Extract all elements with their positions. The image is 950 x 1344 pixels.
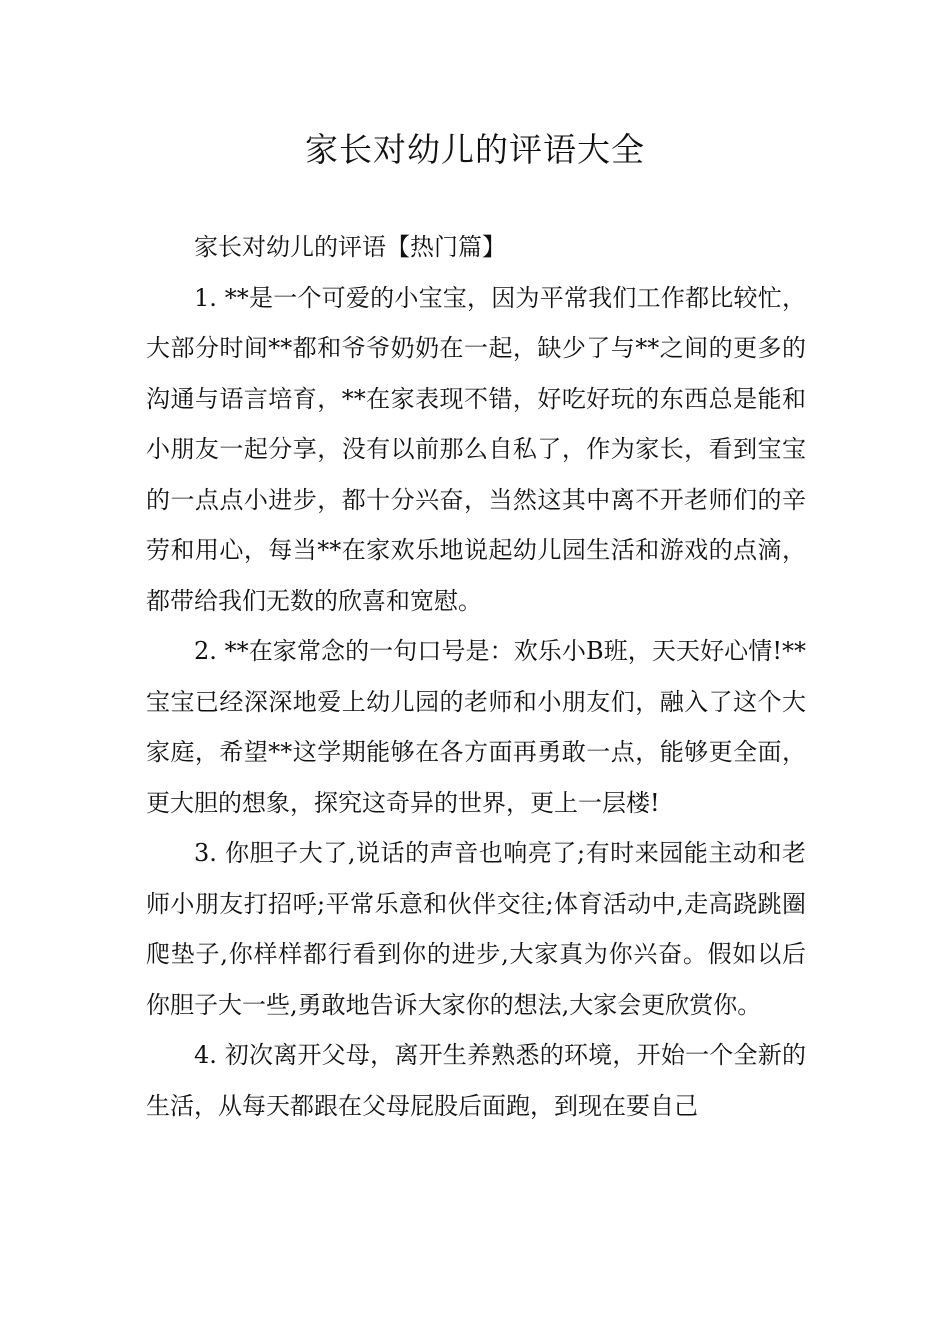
paragraph-2: 2. **在家常念的一句口号是：欢乐小B班，天天好心情!**宝宝已经深深地爱上幼儿园的老师和小朋友们，融入了这个大家庭，希望**这学期能够在各方面再勇敢一点，能够更全面，更大胆的想象，探究这奇异的世界，更上一层楼! [146,637,806,817]
document-title: 家长对幼儿的评语大全 [305,130,645,169]
paragraph-3: 3. 你胆子大了,说话的声音也响亮了;有时来园能主动和老师小朋友打招呼;平常乐意和伙伴交往;体育活动中,走高跷跳圈爬垫子,你样样都行看到你的进步,大家真为你兴奋。假如以后你胆子大一些,勇敢地告诉大家你的想法,大家会更欣赏你。 [146,839,806,1019]
section-heading: 家长对幼儿的评语【热门篇】 [194,233,506,261]
paragraph-1: 1. **是一个可爱的小宝宝，因为平常我们工作都比较忙，大部分时间**都和爷爷奶奶在一起，缺少了与**之间的更多的沟通与语言培育，**在家表现不错，好吃好玩的东西总是能和小朋友一起分享，没有以前那么自私了，作为家长，看到宝宝的一点点小进步，都十分兴奋，当然这其中离不开老师们的辛劳和用心，每当**在家欢乐地说起幼儿园生活和游戏的点滴，都带给我们无数的欣喜和宽慰。 [146,283,806,615]
document-body [146,222,806,1131]
paragraph-4: 4. 初次离开父母，离开生养熟悉的环境，开始一个全新的生活，从每天都跟在父母屁股后面跑，到现在要自己 [146,1041,806,1120]
